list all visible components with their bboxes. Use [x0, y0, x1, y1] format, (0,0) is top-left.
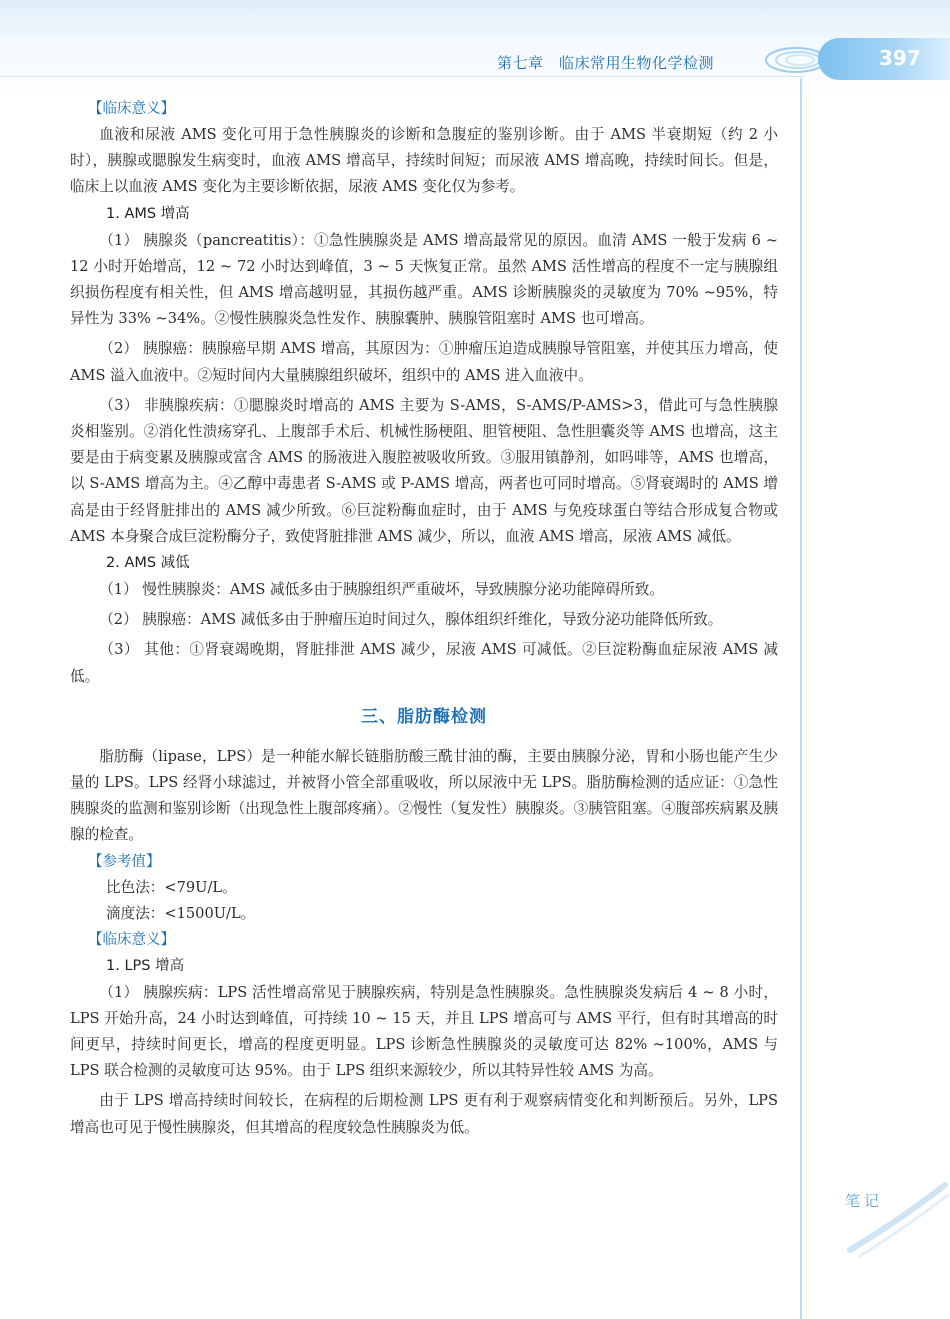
body-paragraph: 血液和尿液 AMS 变化可用于急性胰腺炎的诊断和急腹症的鉴别诊断。由于 AMS 半衰期短（约 2 小时），胰腺或腮腺发生病变时，血液 AMS 增高早，持续时间短；而尿液 AMS 增高晚，持续时间长。但是，临床上以血液 AMS 变化为主要诊断依据，尿液 AMS 变化仅为参考。: [70, 126, 778, 196]
page-body: [70, 96, 778, 1141]
chapter-title: 第七章 临床常用生物化学检测: [497, 54, 715, 72]
body-paragraph: 脂肪酶（lipase，LPS）是一种能水解长链脂肪酸三酰甘油的酶，主要由胰腺分泌，胃和小肠也能产生少量的 LPS。LPS 经肾小球滤过，并被肾小管全部重吸收，所以尿液中无 LPS。脂肪酶检测的适应证：①急性胰腺炎的监测和鉴别诊断（出现急性上腹部疼痛）。②慢性（复发性）胰腺炎。③胰管阻塞。④腹部疾病累及胰腺的检查。: [70, 747, 778, 844]
body-paragraph: （1） 胰腺疾病：LPS 活性增高常见于胰腺疾病，特别是急性胰腺炎。急性胰腺炎发病后 4 ~ 8 小时，LPS 开始升高，24 小时达到峰值，可持续 10 ~ 15 天，并且 LPS 增高可与 AMS 平行，但有时其增高的时间更早，持续时间更长，增高的程度更明显。LPS 诊断急性胰腺炎的灵敏度可达 82% ~100%，AMS 与 LPS 联合检测的灵敏度可达 95%。由于 LPS 组织来源较少，所以其特异性较 AMS 为高。: [70, 983, 778, 1080]
clinical-significance-tag: 【临床意义】: [88, 931, 175, 948]
reference-value: 比色法：<79U/L。: [106, 878, 237, 896]
body-paragraph: （1） 胰腺炎（pancreatitis）：①急性胰腺炎是 AMS 增高最常见的原因。血清 AMS 一般于发病 6 ~ 12 小时开始增高，12 ~ 72 小时达到峰值，3 ~ 5 天恢复正常。虽然 AMS 活性增高的程度不一定与胰腺组织损伤程度有相关性，但 AMS 增高越明显，其损伤越严重。AMS 诊断胰腺炎的灵敏度为 70% ~95%，特异性为 33% ~34%。②慢性胰腺炎急性发作、胰腺囊肿、胰腺管阻塞时 AMS 也可增高。: [70, 231, 778, 328]
subheading-ams-decrease: 2. AMS 减低: [106, 555, 190, 572]
body-paragraph: （1） 慢性胰腺炎：AMS 减低多由于胰腺组织严重破坏，导致胰腺分泌功能障碍所致。: [99, 581, 665, 599]
reference-value: 滴度法：<1500U/L。: [106, 904, 256, 922]
margin-rule: [800, 78, 802, 1319]
page-number: 397: [879, 46, 921, 70]
body-paragraph: （3） 非胰腺疾病：①腮腺炎时增高的 AMS 主要为 S-AMS，S-AMS/P-AMS>3，借此可与急性胰腺炎相鉴别。②消化性溃疡穿孔、上腹部手术后、机械性肠梗阻、胆管梗阻、急性胆囊炎等 AMS 也增高，这主要是由于病变累及胰腺或富含 AMS 的肠液进入腹腔被吸收所致。③服用镇静剂，如吗啡等，AMS 也增高，以 S-AMS 增高为主。④乙醇中毒患者 S-AMS 或 P-AMS 增高，两者也可同时增高。⑤肾衰竭时的 AMS 增高是由于经肾脏排出的 AMS 减少所致。⑥巨淀粉酶血症时，由于 AMS 与免疫球蛋白等结合形成复合物或 AMS 本身聚合成巨淀粉酶分子，致使肾脏排泄 AMS 减少，所以，血液 AMS 增高，尿液 AMS 减低。: [70, 396, 778, 545]
subheading-lps-increase: 1. LPS 增高: [106, 957, 185, 974]
body-paragraph: （2） 胰腺癌：AMS 减低多由于肿瘤压迫时间过久，腺体组织纤维化，导致分泌功能降低所致。: [99, 611, 723, 629]
body-paragraph: 由于 LPS 增高持续时间较长，在病程的后期检测 LPS 更有利于观察病情变化和判断预后。另外，LPS 增高也可见于慢性胰腺炎，但其增高的程度较急性胰腺炎为低。: [70, 1092, 778, 1136]
body-paragraph: （3） 其他：①肾衰竭晚期，肾脏排泄 AMS 减少，尿液 AMS 可减低。②巨淀粉酶血症尿液 AMS 减低。: [70, 641, 778, 685]
clinical-significance-tag: 【临床意义】: [88, 101, 175, 117]
subheading-ams-increase: 1. AMS 增高: [106, 205, 190, 222]
reference-value-tag: 【参考值】: [88, 853, 161, 870]
section-title: 三、脂肪酶检测: [361, 706, 487, 727]
body-paragraph: （2） 胰腺癌：胰腺癌早期 AMS 增高，其原因为：①肿瘤压迫造成胰腺导管阻塞，并使其压力增高，使 AMS 溢入血液中。②短时间内大量胰腺组织破坏，组织中的 AMS 进入血液中。: [70, 340, 778, 384]
header-rule: [0, 76, 804, 77]
notes-label: 笔记: [845, 1192, 884, 1210]
